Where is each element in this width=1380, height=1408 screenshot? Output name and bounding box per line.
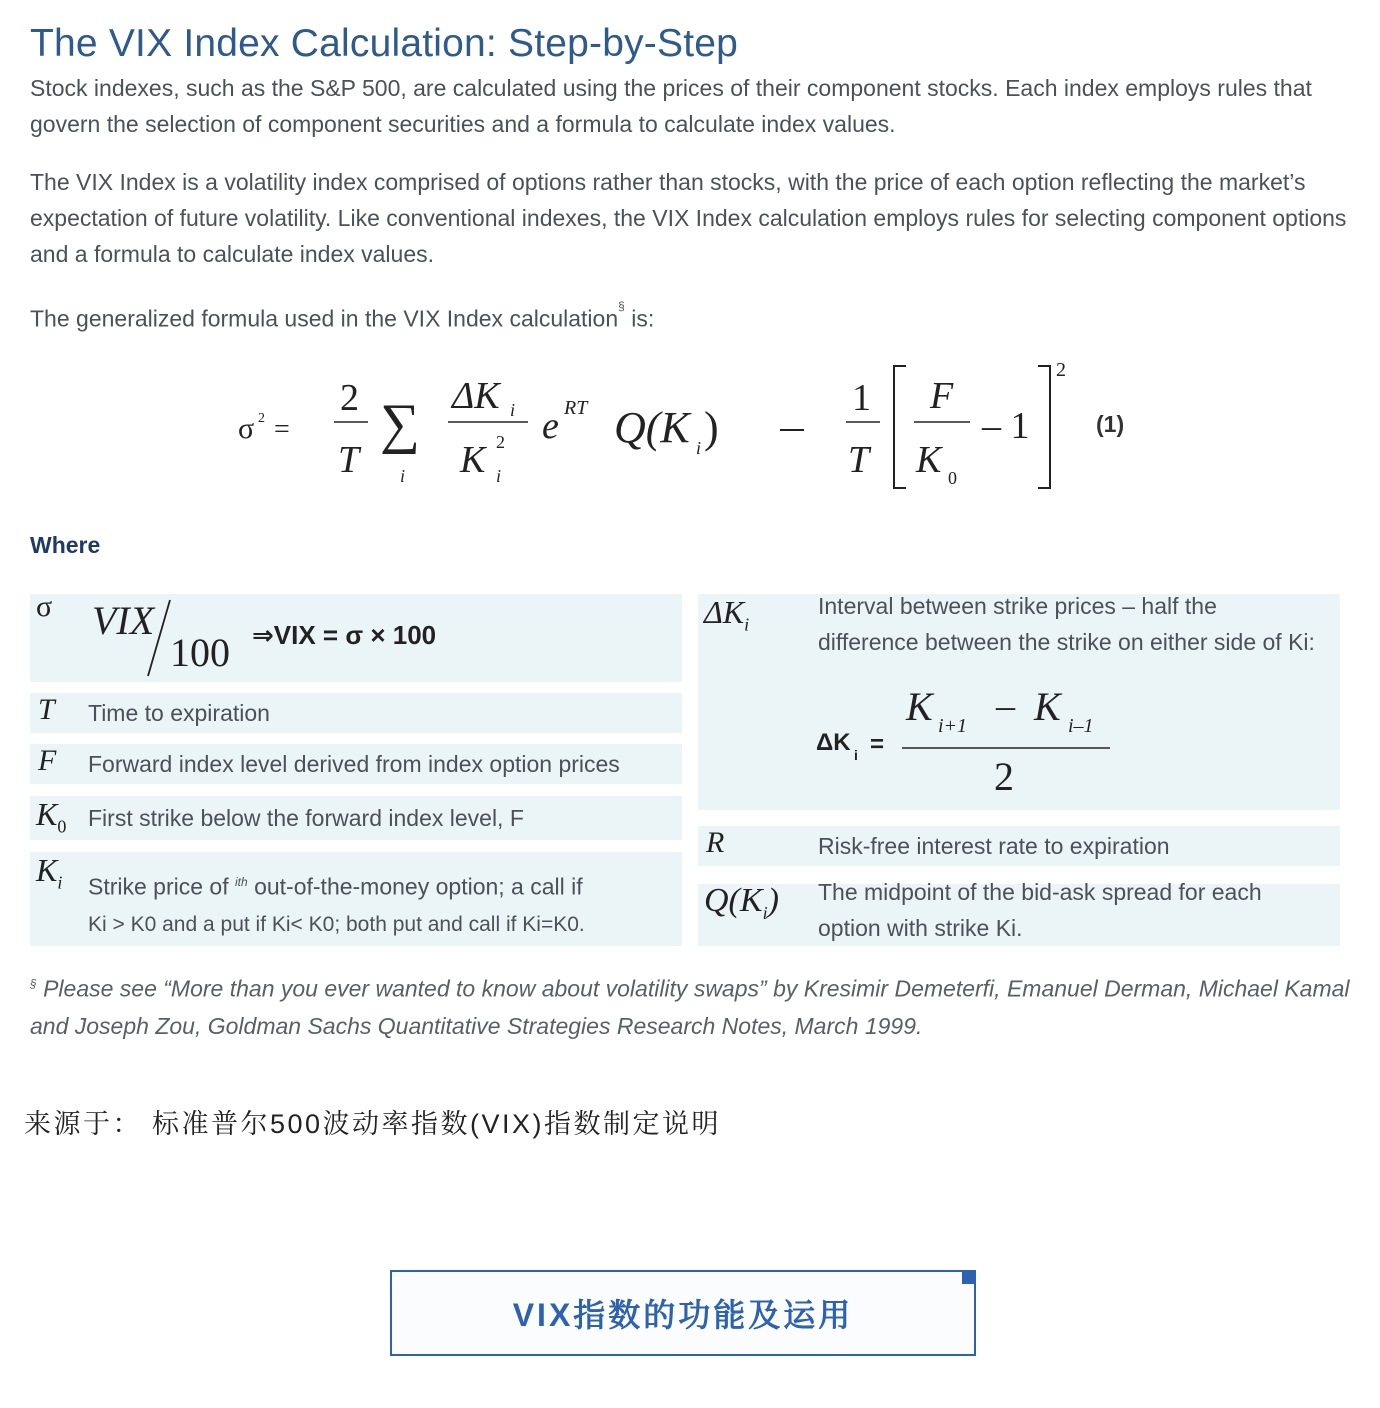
formula-number: (1) — [1096, 411, 1125, 437]
F-symbol: F — [38, 744, 57, 777]
footnote: § Please see “More than you ever wanted to know about volatility swaps” by Kresimir Demeterfi, Emanuel Derman, Michael Kamal and Joseph Zou, Goldman Sachs Quantitative Strategies Research Notes, March 1999. — [30, 975, 1350, 1039]
def-K0 — [30, 796, 682, 840]
svg-text:∑: ∑ — [380, 393, 420, 455]
svg-text:–: – — [996, 685, 1015, 727]
button-corner-accent — [962, 1270, 976, 1284]
svg-text:– 1: – 1 — [982, 405, 1030, 447]
svg-text:2: 2 — [1056, 359, 1066, 381]
svg-text:RT: RT — [564, 397, 588, 419]
def-Q — [698, 879, 1340, 946]
where-label: Where — [30, 532, 101, 558]
svg-text:i: i — [496, 466, 502, 486]
Ki-symbol: $K_i$ — [36, 852, 63, 893]
Q-symbol: $Q(K_i)$ — [704, 882, 779, 923]
svg-text:K: K — [1034, 684, 1061, 729]
sigma-rhs: ⇒VIX = σ × 100 — [252, 620, 437, 650]
Ki-description: Strike price of $^{ith}$ out-of-the-money option; a call if Ki > K0 and a put if Ki< K0; both put and call if Ki=K0. — [88, 873, 585, 936]
def-deltaK — [698, 594, 1340, 810]
svg-text:i–1: i–1 — [1068, 715, 1094, 737]
vix-paragraph: The VIX Index is a volatility index comprised of options rather than stocks, with the price of each option reflecting the market’s expectation of future volatility. Like conventional indexes, the VIX Index calculation employs rules for selecting component options and a formula to calculate index values. — [30, 169, 1347, 267]
svg-text:): ) — [704, 403, 719, 452]
svg-text:ΔK: ΔK — [816, 729, 851, 756]
F-description: Forward index level derived from index option prices — [88, 751, 620, 777]
sigma-symbol: σ — [36, 590, 53, 623]
svg-text:K: K — [916, 439, 942, 481]
def-T — [30, 693, 682, 733]
svg-text:2: 2 — [994, 754, 1014, 798]
def-sigma — [30, 590, 682, 682]
K0-symbol: $K_0$ — [36, 796, 67, 837]
source-caption: 来源于： 标准普尔500波动率指数(VIX)指数制定说明 — [24, 1109, 722, 1139]
T-description: Time to expiration — [88, 700, 270, 726]
R-symbol: R — [706, 826, 725, 859]
K0-description: First strike below the forward index level, F — [88, 805, 524, 831]
footnote-ref-mark: § — [618, 299, 625, 313]
svg-text:=: = — [274, 414, 290, 445]
svg-text:1: 1 — [852, 377, 871, 419]
formula-intro: The generalized formula used in the VIX Index calculation§ is: — [30, 299, 655, 332]
footnote-mark: § — [30, 977, 37, 991]
svg-text:2: 2 — [496, 432, 505, 452]
svg-text:Q(K: Q(K — [614, 403, 690, 452]
vix-over-100 — [86, 594, 276, 682]
deltaK-formula — [808, 678, 1128, 798]
svg-text:i: i — [510, 400, 516, 420]
R-description: Risk-free interest rate to expiration — [818, 833, 1170, 859]
svg-text:2: 2 — [340, 377, 359, 419]
svg-text:=: = — [870, 731, 885, 758]
svg-text:100: 100 — [170, 630, 230, 675]
svg-text:ΔK: ΔK — [452, 375, 500, 417]
vix-function-button[interactable] — [390, 1270, 976, 1356]
page-title: The VIX Index Calculation: Step-by-Step — [30, 22, 739, 65]
svg-text:F: F — [930, 375, 954, 417]
def-R — [698, 826, 1340, 866]
svg-text:T: T — [338, 439, 360, 481]
Q-description: The midpoint of the bid-ask spread for each option with strike Ki. — [818, 879, 1262, 941]
svg-text:K: K — [460, 439, 486, 481]
svg-text:σ: σ — [238, 412, 255, 445]
T-symbol: T — [38, 693, 55, 726]
svg-text:0: 0 — [948, 468, 957, 488]
svg-text:i: i — [400, 466, 406, 486]
svg-text:K: K — [906, 684, 933, 729]
svg-text:T: T — [848, 439, 870, 481]
intro-paragraph: Stock indexes, such as the S&P 500, are calculated using the prices of their component stocks. Each index employs rules that govern the selection of component securities and a formula to calculate index values. — [30, 75, 1312, 137]
svg-text:2: 2 — [258, 411, 265, 426]
vix-formula — [230, 350, 1150, 500]
svg-text:VIX: VIX — [92, 598, 155, 643]
deltaK-description: Interval between strike prices – half the difference between the strike on either side of Ki: — [818, 593, 1315, 655]
def-F — [30, 744, 682, 784]
button-label: VIX指数的功能及运用 — [512, 1297, 854, 1333]
deltaK-symbol: $\Delta K_i$ — [704, 594, 750, 635]
svg-text:i: i — [854, 747, 858, 763]
def-Ki — [30, 852, 682, 946]
svg-text:i+1: i+1 — [938, 715, 968, 737]
svg-text:i: i — [696, 438, 702, 458]
svg-text:e: e — [542, 405, 559, 447]
